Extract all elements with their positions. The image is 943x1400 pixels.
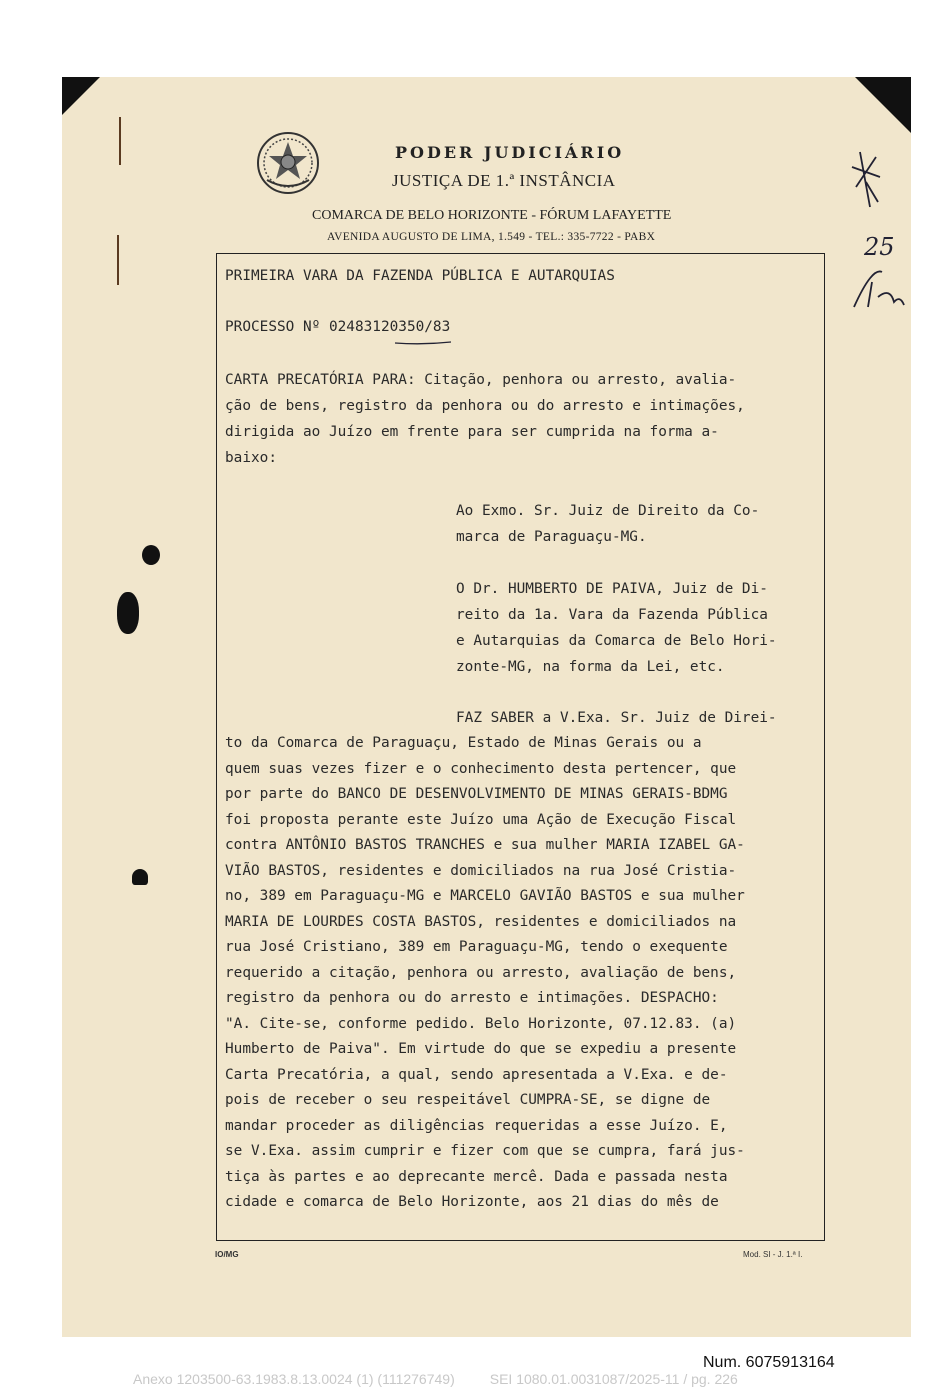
coat-of-arms-icon (255, 130, 321, 196)
header-address: AVENIDA AUGUSTO DE LIMA, 1.549 - TEL.: 335-7722 - PABX (327, 231, 656, 243)
text-line: to da Comarca de Paraguaçu, Estado de Minas Gerais ou a (225, 735, 702, 751)
text-line: Ao Exmo. Sr. Juiz de Direito da Co- (456, 503, 760, 519)
vara-heading: PRIMEIRA VARA DA FAZENDA PÚBLICA E AUTARQUIAS (225, 268, 615, 284)
text-line: O Dr. HUMBERTO DE PAIVA, Juiz de Di- (456, 581, 768, 597)
text-line: reito da 1a. Vara da Fazenda Pública (456, 607, 768, 623)
annex-reference: Anexo 1203500-63.1983.8.13.0024 (1) (111276749) SEI 1080.01.0031087/2025-11 / pg. 226 (133, 1371, 738, 1387)
text-line: dirigida ao Juízo em frente para ser cumprida na forma a- (225, 424, 719, 440)
text-line: se V.Exa. assim cumprir e fizer com que se cumpra, fará jus- (225, 1143, 745, 1159)
text-line: pois de receber o seu respeitável CUMPRA-SE, se digne de (225, 1092, 711, 1108)
text-line: ção de bens, registro da penhora ou do arresto e intimações, (225, 398, 745, 414)
text-line: Humberto de Paiva". Em virtude do que se expediu a presente (225, 1041, 737, 1057)
text-line: FAZ SABER a V.Exa. Sr. Juiz de Direi- (456, 710, 777, 726)
ink-stain (142, 545, 160, 565)
text-line: MARIA DE LOURDES COSTA BASTOS, residentes e domiciliados na (225, 914, 737, 930)
text-line: tiça às partes e ao deprecante mercê. Dada e passada nesta (225, 1169, 728, 1185)
text-line: baixo: (225, 450, 277, 466)
rust-mark (117, 235, 119, 285)
text-line: marca de Paraguaçu-MG. (456, 529, 647, 545)
text-line: e Autarquias da Comarca de Belo Hori- (456, 633, 777, 649)
text-line: contra ANTÔNIO BASTOS TRANCHES e sua mulher MARIA IZABEL GA- (225, 837, 745, 853)
header-subtitle: JUSTIÇA DE 1.ª INSTÂNCIA (392, 171, 616, 190)
form-code-right: Mod. SI - J. 1.ª I. (743, 1250, 803, 1259)
margin-note: 25 (864, 233, 895, 261)
text-line: CARTA PRECATÓRIA PARA: Citação, penhora ou arresto, avalia- (225, 372, 737, 388)
text-line: VIÃO BASTOS, residentes e domiciliados na rua José Cristia- (225, 863, 737, 879)
header-title: PODER JUDICIÁRIO (395, 143, 625, 162)
text-line: mandar proceder as diligências requeridas a esse Juízo. E, (225, 1118, 728, 1134)
text-line: quem suas vezes fizer e o conhecimento desta pertencer, que (225, 761, 737, 777)
text-line: rua José Cristiano, 389 em Paraguaçu-MG, tendo o exequente (225, 939, 728, 955)
header-comarca: COMARCA DE BELO HORIZONTE - FÓRUM LAFAYETTE (312, 208, 672, 223)
text-line: "A. Cite-se, conforme pedido. Belo Horizonte, 07.12.83. (a) (225, 1016, 737, 1032)
ink-stain (117, 592, 139, 634)
document-page (62, 77, 911, 1337)
handwritten-underline (395, 341, 451, 345)
text-line: zonte-MG, na forma da Lei, etc. (456, 659, 725, 675)
text-line: cidade e comarca de Belo Horizonte, aos 21 dias do mês de (225, 1194, 719, 1210)
form-code-left: IO/MG (215, 1250, 239, 1259)
text-line: por parte do BANCO DE DESENVOLVIMENTO DE MINAS GERAIS-BDMG (225, 786, 728, 802)
torn-corner-top-right (855, 77, 911, 133)
text-line: Carta Precatória, a qual, sendo apresentada a V.Exa. e de- (225, 1067, 728, 1083)
handwritten-annotation (842, 147, 922, 317)
text-line: no, 389 em Paraguaçu-MG e MARCELO GAVIÃO BASTOS e sua mulher (225, 888, 745, 904)
text-line: registro da penhora ou do arresto e intimações. DESPACHO: (225, 990, 719, 1006)
document-number: Num. 6075913164 (703, 1354, 835, 1371)
text-line: requerido a citação, penhora ou arresto, avaliação de bens, (225, 965, 737, 981)
ink-stain (132, 869, 148, 885)
torn-corner-top-left (62, 77, 100, 115)
text-line: foi proposta perante este Juízo uma Ação de Execução Fiscal (225, 812, 737, 828)
processo-number: PROCESSO Nº 02483120350/83 (225, 319, 451, 335)
rust-mark (119, 117, 121, 165)
